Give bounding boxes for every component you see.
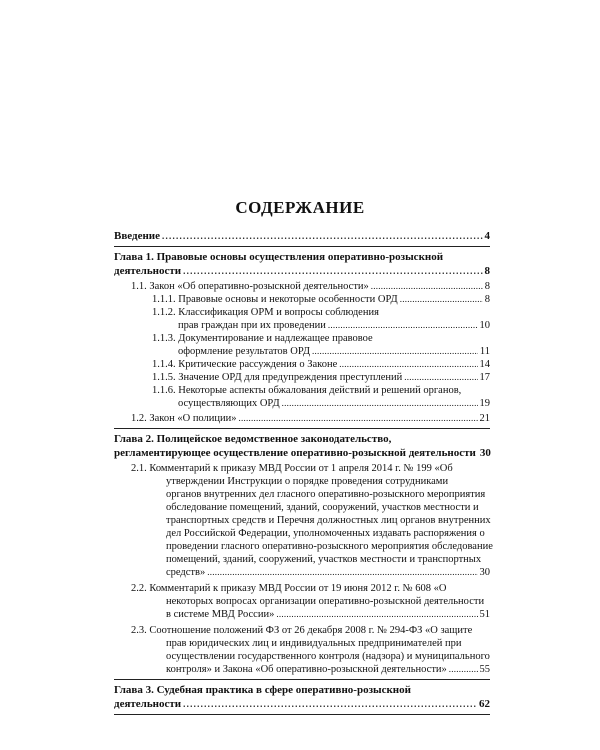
divider (114, 714, 490, 715)
leader-dots (162, 233, 482, 243)
toc-entry-label-cont: деятельности (114, 265, 182, 277)
toc-page-number: 21 (479, 413, 490, 424)
toc-entry-label-cont: деятельности (114, 698, 182, 710)
toc-entry-label-cont: средств» (166, 567, 206, 578)
toc-section-1-1-5[interactable] (114, 371, 490, 384)
toc-entry-label-cont: дел Российской Федерации, уполномоченных издавать распоряжения о (166, 528, 485, 539)
toc-entry-label: Соотношение положений ФЗ от 26 декабря 2008 г. № 294-ФЗ «О защите (149, 625, 473, 636)
toc-entry-label: Некоторые аспекты обжалования действий и решений органов, (178, 385, 462, 396)
toc-section-1-1-3[interactable] (114, 332, 490, 358)
toc-section-2-2[interactable] (114, 582, 490, 621)
toc-page-number: 51 (479, 609, 490, 620)
toc-entry-label: Глава 2. Полицейское ведомственное законодательство, (114, 433, 392, 445)
toc-section-1-1-6[interactable] (114, 384, 490, 410)
toc-page-number: 14 (479, 359, 490, 370)
leader-dots (328, 322, 478, 332)
toc-entry-label: Критические рассуждения о Законе (178, 359, 338, 370)
toc-entry-label-cont: в системе МВД России» (166, 609, 275, 620)
section-number: 1.1.4. (152, 359, 176, 370)
section-number: 1.1.2. (152, 307, 176, 318)
toc-page-number: 30 (479, 447, 491, 459)
toc-page-number: 4 (484, 230, 490, 242)
section-number: 2.1. (131, 463, 147, 474)
toc-entry-intro[interactable] (114, 229, 490, 243)
toc-entry-label: Глава 3. Судебная практика в сфере оперативно-розыскной (114, 684, 411, 696)
divider (114, 679, 490, 680)
toc-section-1-2[interactable] (114, 412, 490, 425)
toc-entry-label: Закон «О полиции» (149, 413, 237, 424)
toc-entry-label-cont: оформление результатов ОРД (178, 346, 311, 357)
toc-page-number: 10 (479, 320, 490, 331)
toc-entry-label: Документирование и надлежащее правовое (178, 333, 373, 344)
toc-entry-label-cont: органов внутренних дел гласного оперативно-розыскного мероприятия (166, 489, 486, 500)
toc-page-number: 8 (484, 294, 490, 305)
leader-dots (282, 400, 478, 410)
section-number: 2.3. (131, 625, 147, 636)
toc-entry-label-cont: контроля» и Закона «Об оперативно-розыскной деятельности» (166, 664, 447, 675)
toc-page-number: 17 (479, 372, 490, 383)
toc-page-number: 8 (484, 265, 490, 277)
toc-entry-label-cont: проведении гласного оперативно-розыскного мероприятия обследование (166, 541, 493, 552)
leader-dots (207, 569, 477, 579)
toc-entry-label-cont: осуществляющих ОРД (178, 398, 280, 409)
toc-entry-label: Правовые основы и некоторые особенности ОРД (178, 294, 398, 305)
section-number: 1.1.6. (152, 385, 176, 396)
toc-entry-label-cont: утверждении Инструкции о порядке проведения сотрудниками (166, 476, 449, 487)
toc-page-number: 11 (479, 346, 490, 357)
toc-section-1-1-2[interactable] (114, 306, 490, 332)
section-number: 1.1.5. (152, 372, 176, 383)
toc-entry-label: Комментарий к приказу МВД России от 19 июня 2012 г. № 608 «О (149, 583, 447, 594)
leader-dots (400, 296, 483, 306)
toc-entry-label: Закон «Об оперативно-розыскной деятельности» (149, 281, 369, 292)
leader-dots (449, 666, 478, 676)
section-number: 1.2. (131, 413, 147, 424)
leader-dots (183, 701, 477, 711)
toc-entry-label: Классификация ОРМ и вопросы соблюдения (178, 307, 379, 318)
divider (114, 246, 490, 247)
toc-page-number: 62 (479, 698, 490, 710)
toc-chapter-2[interactable] (114, 432, 490, 460)
leader-dots (239, 415, 478, 425)
section-number: 1.1.1. (152, 294, 176, 305)
toc-chapter-1[interactable] (114, 250, 490, 278)
leader-dots (276, 611, 477, 621)
toc-entry-label-cont: прав граждан при их проведении (178, 320, 326, 331)
leader-dots (404, 374, 477, 384)
toc-entry-label-cont: транспортных средств и Перечня должностных лиц органов внутренних (166, 515, 491, 526)
table-of-contents (114, 229, 493, 715)
leader-dots (339, 361, 477, 371)
toc-page-number: 30 (479, 567, 490, 578)
section-number: 1.1.3. (152, 333, 176, 344)
leader-dots (183, 268, 482, 278)
section-number: 1.1. (131, 281, 147, 292)
toc-entry-label: Введение (114, 230, 161, 242)
toc-page-number: 8 (484, 281, 490, 292)
toc-section-2-3[interactable] (114, 624, 490, 676)
toc-section-1-1-4[interactable] (114, 358, 490, 371)
toc-entry-label-cont: осуществлении государственного контроля (надзора) и муниципального (166, 651, 490, 662)
toc-page-number: 19 (479, 398, 490, 409)
leader-dots (312, 348, 478, 358)
section-number: 2.2. (131, 583, 147, 594)
toc-entry-label-cont: прав юридических лиц и индивидуальных предпринимателей при (166, 638, 462, 649)
toc-entry-label-cont: регламентирующее осуществление оперативно-розыскной деятельности (114, 447, 476, 459)
toc-entry-label-cont: некоторых вопросах организации оперативно-розыскной деятельности (166, 596, 485, 607)
divider (114, 428, 490, 429)
toc-section-1-1-1[interactable] (114, 293, 490, 306)
toc-entry-label: Значение ОРД для предупреждения преступлений (178, 372, 403, 383)
toc-chapter-3[interactable] (114, 683, 490, 711)
toc-page-number: 55 (479, 664, 490, 675)
toc-entry-label-cont: помещений, зданий, сооружений, участков местности и транспортных (166, 554, 482, 565)
leader-dots (371, 283, 483, 293)
toc-entry-label: Комментарий к приказу МВД России от 1 апреля 2014 г. № 199 «Об (149, 463, 453, 474)
toc-section-1-1[interactable] (114, 280, 490, 293)
toc-entry-label: Глава 1. Правовые основы осуществления оперативно-розыскной (114, 251, 444, 263)
toc-entry-label-cont: обследование помещений, зданий, сооружений, участков местности и (166, 502, 479, 513)
toc-section-2-1[interactable] (114, 462, 493, 579)
page-title: СОДЕРЖАНИЕ (235, 198, 365, 217)
